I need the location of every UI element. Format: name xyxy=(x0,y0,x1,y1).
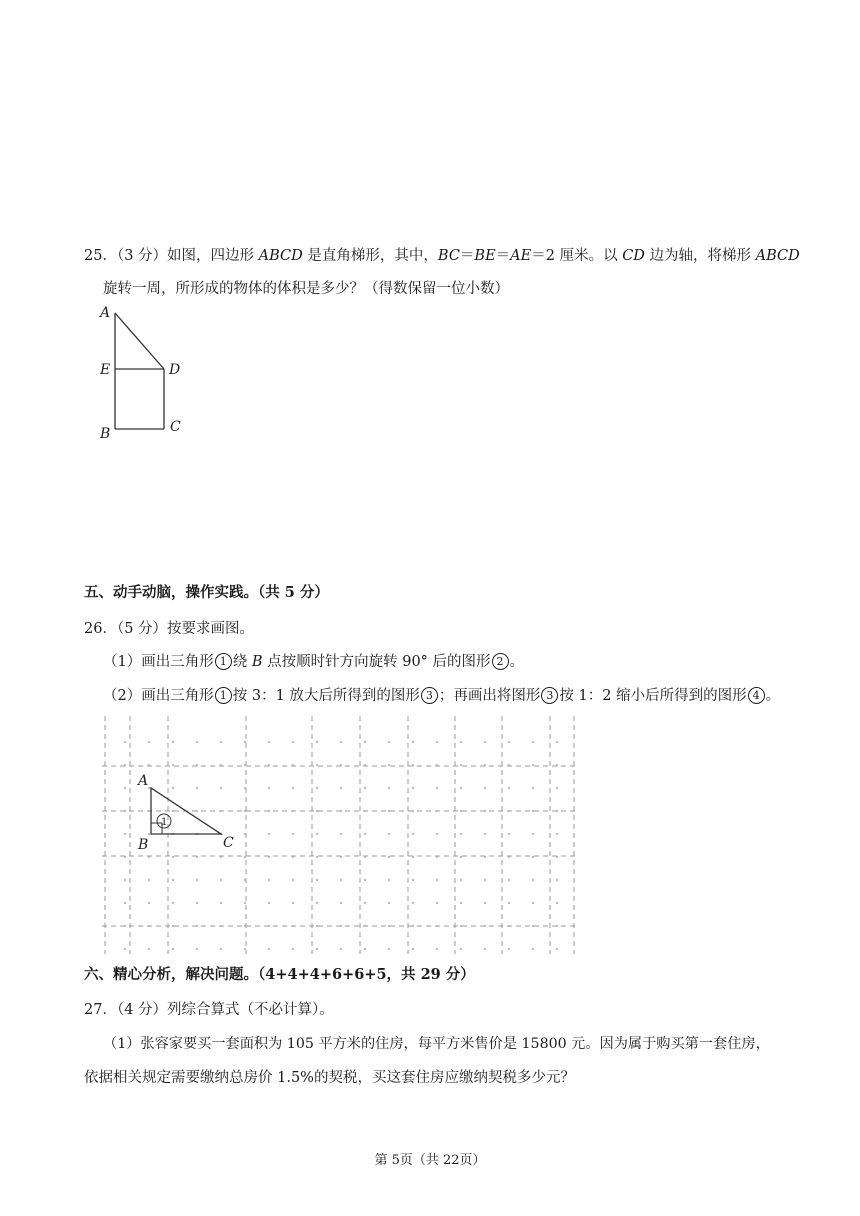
grid-dot xyxy=(244,833,246,835)
grid-dot xyxy=(220,879,222,881)
grid-dot xyxy=(556,787,558,789)
grid-dot xyxy=(172,925,174,927)
grid-dot xyxy=(172,879,174,881)
q26-text: 按要求画图。 xyxy=(167,621,255,637)
grid-dot xyxy=(508,810,510,812)
grid-dot xyxy=(220,741,222,743)
grid-dot xyxy=(148,764,150,766)
grid-dot xyxy=(484,902,486,904)
q25-text: 是直角梯形，其中， xyxy=(302,248,438,264)
grid-dot xyxy=(292,902,294,904)
grid-dot xyxy=(532,925,534,927)
grid-dot xyxy=(340,787,342,789)
grid-dot xyxy=(460,810,462,812)
grid-dot xyxy=(172,948,174,950)
grid-dot xyxy=(244,856,246,858)
grid-label-c: C xyxy=(223,835,234,851)
grid-dot xyxy=(124,764,126,766)
grid-dot xyxy=(412,833,414,835)
q26-score: （5 分） xyxy=(116,621,168,637)
grid-dot xyxy=(388,787,390,789)
grid-dot xyxy=(556,902,558,904)
grid-dot xyxy=(316,787,318,789)
grid-dot xyxy=(508,856,510,858)
circled-number: 3 xyxy=(421,687,438,704)
q26-part1 xyxy=(103,652,524,672)
grid-dot xyxy=(268,879,270,881)
grid-dot xyxy=(532,764,534,766)
grid-dot xyxy=(412,948,414,950)
grid-dot xyxy=(340,902,342,904)
grid-dot xyxy=(148,902,150,904)
grid-dot xyxy=(460,879,462,881)
grid-dot xyxy=(268,856,270,858)
grid-dot xyxy=(484,925,486,927)
q26-number: 26． xyxy=(84,621,117,637)
grid-dot xyxy=(124,856,126,858)
grid-dot xyxy=(436,856,438,858)
grid-dot xyxy=(532,856,534,858)
grid-dot xyxy=(436,879,438,881)
grid-dot xyxy=(556,948,558,950)
grid-dot xyxy=(316,925,318,927)
grid-dot xyxy=(460,856,462,858)
grid-dot xyxy=(244,787,246,789)
grid-dot xyxy=(484,764,486,766)
grid-dot xyxy=(484,948,486,950)
grid-dot xyxy=(124,787,126,789)
q26-line1 xyxy=(84,619,254,639)
grid-dot xyxy=(292,833,294,835)
grid-dot xyxy=(532,810,534,812)
grid-dot xyxy=(292,764,294,766)
q26-text: 。 xyxy=(509,654,525,670)
circled-number: 2 xyxy=(492,653,509,670)
grid-dot xyxy=(268,902,270,904)
grid-dot xyxy=(148,741,150,743)
grid-dot xyxy=(340,741,342,743)
q26-text: 按 3：1 放大后所得到的图形 xyxy=(232,688,420,704)
grid-dot xyxy=(244,925,246,927)
grid-dot xyxy=(148,879,150,881)
grid-dot xyxy=(292,925,294,927)
grid-dot xyxy=(268,948,270,950)
grid-dot xyxy=(412,925,414,927)
grid-dot xyxy=(316,810,318,812)
grid-dot xyxy=(196,810,198,812)
grid-dot xyxy=(172,810,174,812)
trapezoid-figure xyxy=(95,300,205,445)
grid-dot xyxy=(388,948,390,950)
grid-dot xyxy=(412,741,414,743)
grid-dot xyxy=(436,902,438,904)
grid-dot xyxy=(292,787,294,789)
grid-dot xyxy=(268,741,270,743)
grid-dot xyxy=(172,902,174,904)
q25-text: ＝ xyxy=(459,248,475,264)
q25-text: ＝2 厘米。以 xyxy=(531,248,623,264)
grid-dot xyxy=(508,879,510,881)
q25-text: ＝ xyxy=(495,248,511,264)
grid-dot xyxy=(460,787,462,789)
grid-dot xyxy=(412,764,414,766)
q25-var: ABCD xyxy=(755,248,800,264)
grid-dot xyxy=(292,741,294,743)
grid-dot xyxy=(172,787,174,789)
grid-dot xyxy=(508,925,510,927)
grid-dot xyxy=(268,925,270,927)
q26-var: B xyxy=(251,654,263,670)
grid-dot xyxy=(148,833,150,835)
grid-dot xyxy=(124,810,126,812)
grid-dot xyxy=(340,810,342,812)
grid-dot xyxy=(484,787,486,789)
grid-dot xyxy=(124,925,126,927)
grid-dot xyxy=(508,948,510,950)
grid-dot xyxy=(268,833,270,835)
grid-dot xyxy=(484,741,486,743)
grid-dot xyxy=(532,741,534,743)
grid-dot xyxy=(364,902,366,904)
grid-dot xyxy=(532,902,534,904)
grid-dot xyxy=(124,741,126,743)
grid-dot xyxy=(556,764,558,766)
edge-ad xyxy=(115,313,164,369)
grid-dot xyxy=(196,902,198,904)
q27-score: （4 分） xyxy=(116,1002,168,1018)
grid-dot xyxy=(316,764,318,766)
q25-var: ABCD xyxy=(258,248,303,264)
grid-dot xyxy=(196,764,198,766)
grid-dot xyxy=(364,879,366,881)
grid-dot xyxy=(292,856,294,858)
grid-dot xyxy=(364,856,366,858)
grid-dot xyxy=(196,787,198,789)
grid-dot xyxy=(460,902,462,904)
grid-dot xyxy=(220,787,222,789)
label-a: A xyxy=(100,305,111,321)
grid-dot xyxy=(436,810,438,812)
grid-dot xyxy=(412,856,414,858)
grid-dot xyxy=(124,833,126,835)
grid-dot xyxy=(532,833,534,835)
grid-dot xyxy=(268,764,270,766)
grid-dot xyxy=(148,787,150,789)
grid-dot xyxy=(388,902,390,904)
grid-dot xyxy=(364,764,366,766)
grid-dot xyxy=(292,948,294,950)
q26-text: 按 1：2 缩小后所得到的图形 xyxy=(559,688,747,704)
grid-dot xyxy=(388,764,390,766)
grid-dot xyxy=(556,741,558,743)
grid-dot xyxy=(532,879,534,881)
grid-dot xyxy=(388,810,390,812)
grid-dot xyxy=(412,810,414,812)
grid-dot xyxy=(316,856,318,858)
grid-dot xyxy=(436,833,438,835)
grid-dot xyxy=(196,741,198,743)
q25-line2: 旋转一周，所形成的物体的体积是多少？（得数保留一位小数） xyxy=(103,281,509,297)
grid-label-b: B xyxy=(138,837,149,853)
q25-var: BE xyxy=(474,248,496,264)
grid-dot xyxy=(412,902,414,904)
grid-dot xyxy=(316,948,318,950)
label-c: C xyxy=(170,419,181,435)
grid-dot xyxy=(556,833,558,835)
grid-dot xyxy=(556,856,558,858)
q27-text: 列综合算式（不必计算）。 xyxy=(167,1002,334,1018)
grid-dot xyxy=(340,764,342,766)
grid-dot xyxy=(556,925,558,927)
grid-dot xyxy=(316,833,318,835)
grid-dot xyxy=(436,787,438,789)
grid-dot xyxy=(244,948,246,950)
grid-dot xyxy=(340,925,342,927)
grid-dot xyxy=(244,879,246,881)
q26-text: ；再画出将图形 xyxy=(438,688,541,704)
grid-dot xyxy=(364,810,366,812)
grid-dot xyxy=(172,741,174,743)
grid-dot xyxy=(508,787,510,789)
grid-dot xyxy=(244,902,246,904)
triangle-number: 1 xyxy=(161,817,168,828)
grid-dot xyxy=(148,948,150,950)
grid-dot xyxy=(196,925,198,927)
label-e: E xyxy=(100,362,111,378)
grid-dot xyxy=(220,810,222,812)
grid-dot xyxy=(460,741,462,743)
grid-dot xyxy=(316,741,318,743)
grid-dot xyxy=(172,764,174,766)
q25-text: 如图，四边形 xyxy=(167,248,259,264)
grid-dot xyxy=(148,856,150,858)
grid-dot xyxy=(484,833,486,835)
q26-text: 。 xyxy=(765,688,781,704)
q26-part2 xyxy=(103,686,780,706)
grid-dot xyxy=(340,948,342,950)
grid-dot xyxy=(196,856,198,858)
q26-text: （2）画出三角形 xyxy=(103,688,214,704)
grid-dot xyxy=(388,879,390,881)
grid-dot xyxy=(124,879,126,881)
grid-dot xyxy=(436,764,438,766)
grid-dot xyxy=(436,948,438,950)
grid-dot xyxy=(508,833,510,835)
grid-dot xyxy=(532,787,534,789)
grid-dot xyxy=(340,833,342,835)
circled-number: 3 xyxy=(541,687,558,704)
q25-var: BC xyxy=(437,248,460,264)
q25-var: AE xyxy=(510,248,532,264)
q26-text: 绕 xyxy=(232,654,252,670)
grid-dot xyxy=(340,879,342,881)
grid-dot xyxy=(412,879,414,881)
q27-part1-line2: 依据相关规定需要缴纳总房价 1.5%的契税，买这套住房应缴纳契税多少元？ xyxy=(84,1070,575,1086)
circled-number: 1 xyxy=(215,687,232,704)
q26-text: 点按顺时针方向旋转 90° 后的图形 xyxy=(262,654,491,670)
grid-dot xyxy=(268,787,270,789)
grid-dot xyxy=(556,810,558,812)
grid-dot xyxy=(220,925,222,927)
q25-number: 25． xyxy=(84,248,117,264)
label-d: D xyxy=(169,362,181,378)
grid-dot xyxy=(220,856,222,858)
grid-dot xyxy=(196,879,198,881)
circled-number: 1 xyxy=(215,653,232,670)
grid-dot xyxy=(460,948,462,950)
grid-dot xyxy=(556,879,558,881)
grid-dot xyxy=(148,925,150,927)
grid-dot xyxy=(460,833,462,835)
grid-dot xyxy=(244,764,246,766)
grid-dot xyxy=(364,925,366,927)
grid-dot xyxy=(196,948,198,950)
grid-dot xyxy=(364,787,366,789)
grid-dot xyxy=(172,856,174,858)
grid-dot xyxy=(364,948,366,950)
grid-dot xyxy=(460,764,462,766)
grid-dot xyxy=(364,741,366,743)
q25-var: CD xyxy=(622,248,645,264)
grid-dot xyxy=(436,741,438,743)
q27-part1-line1: （1）张容家要买一套面积为 105 平方米的住房，每平方米售价是 15800 元。因为属于购买第一套住房， xyxy=(103,1036,770,1052)
grid-dot xyxy=(316,902,318,904)
grid-dot xyxy=(412,787,414,789)
section-5-title: 五、动手动脑，操作实践。（共 5 分） xyxy=(84,584,329,601)
grid-dot xyxy=(460,925,462,927)
q25-score: （3 分） xyxy=(116,248,168,264)
grid-dot xyxy=(388,833,390,835)
grid-dot xyxy=(436,925,438,927)
grid-dot xyxy=(124,902,126,904)
section-6-title: 六、精心分析，解决问题。（4+4+4+6+6+5，共 29 分） xyxy=(84,966,475,983)
grid-dot xyxy=(532,948,534,950)
grid-dot xyxy=(124,948,126,950)
q27-line1 xyxy=(84,1000,334,1020)
grid-dot xyxy=(340,856,342,858)
grid-dot xyxy=(220,764,222,766)
grid-dot xyxy=(364,833,366,835)
grid-dot xyxy=(508,902,510,904)
grid-dot xyxy=(508,741,510,743)
grid-dot xyxy=(148,810,150,812)
grid-dot xyxy=(484,856,486,858)
q25-line1 xyxy=(84,246,800,266)
grid-dot xyxy=(220,948,222,950)
grid-dot xyxy=(268,810,270,812)
label-b: B xyxy=(100,426,111,442)
grid-dot xyxy=(244,741,246,743)
circled-number: 4 xyxy=(748,687,765,704)
grid-dot xyxy=(292,810,294,812)
grid-dot xyxy=(220,902,222,904)
grid-dot xyxy=(316,879,318,881)
page-footer: 第 5页（共 22页） xyxy=(374,1153,486,1168)
grid-dot xyxy=(388,856,390,858)
grid-dot xyxy=(508,764,510,766)
grid-dot xyxy=(244,810,246,812)
grid-label-a: A xyxy=(138,773,149,789)
q26-text: （1）画出三角形 xyxy=(103,654,214,670)
drawing-grid xyxy=(100,714,580,956)
grid-dot xyxy=(484,810,486,812)
q27-number: 27． xyxy=(84,1002,117,1018)
grid-dot xyxy=(388,741,390,743)
q25-text: 边为轴，将梯形 xyxy=(644,248,756,264)
grid-dot xyxy=(388,925,390,927)
grid-dot xyxy=(292,879,294,881)
grid-dot xyxy=(484,879,486,881)
